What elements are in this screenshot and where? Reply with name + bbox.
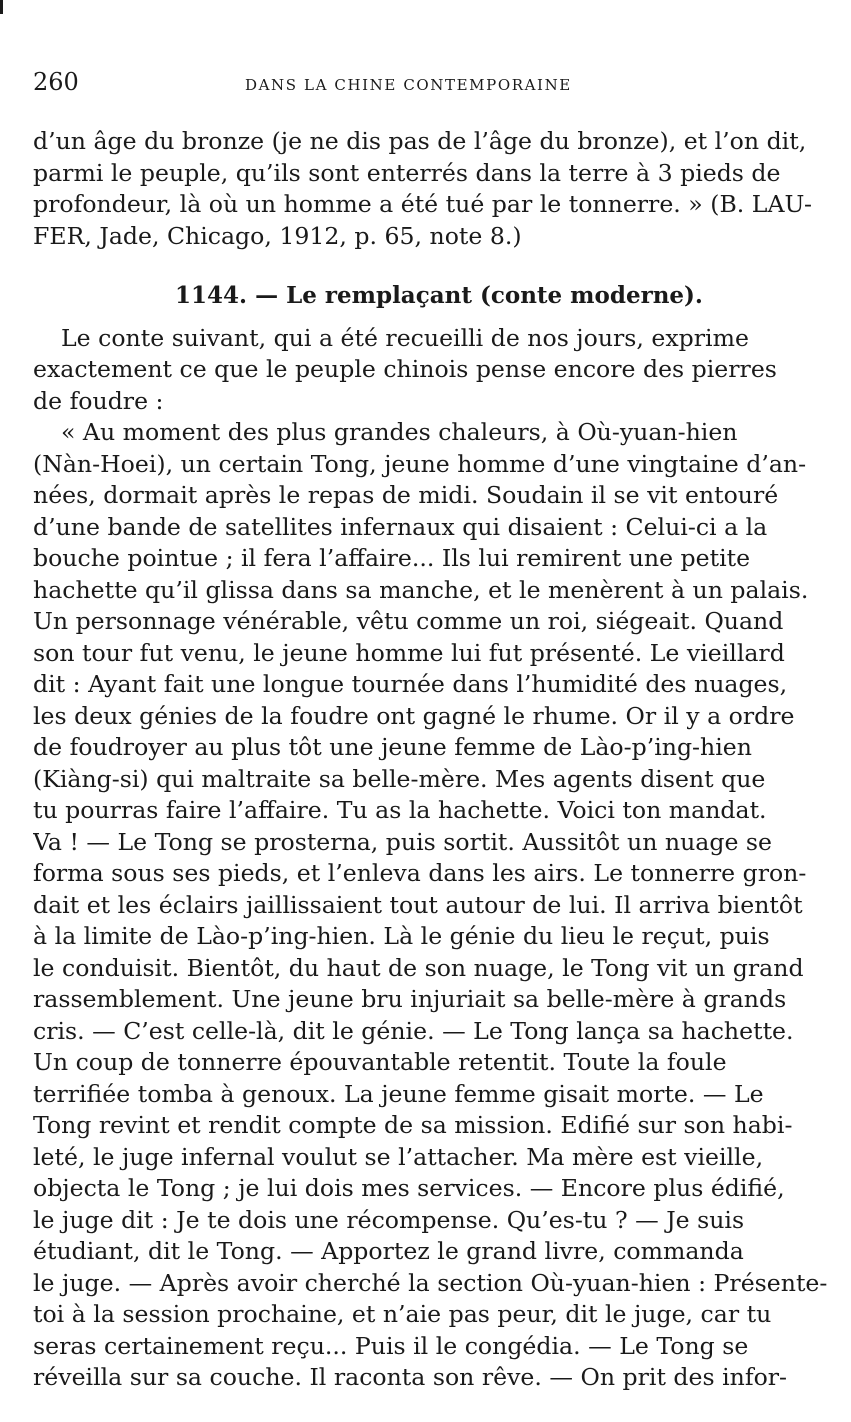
text-line: nées, dormait après le repas de midi. Soudain il se vit entouré — [33, 481, 779, 509]
scan-edge-mark — [0, 0, 3, 14]
text-line: de foudroyer au plus tôt une jeune femme de Lào-p’ing-hien — [33, 733, 752, 761]
text-line: (Kiàng-si) qui maltraite sa belle-mère. Mes agents disent que — [33, 764, 766, 793]
text-line: FER, Jade, Chicago, 1912, p. 65, note 8.) — [33, 221, 522, 250]
text-line: à la limite de Lào-p’ing-hien. Là le génie du lieu le reçut, puis — [33, 922, 770, 950]
text-line: dait et les éclairs jaillissaient tout autour de lui. Il arriva bientôt — [33, 890, 803, 919]
text-line: le juge dit : Je te dois une récompense. Qu’es-tu ? — Je suis — [33, 1205, 745, 1234]
text-line: leté, le juge infernal voulut se l’attacher. Ma mère est vieille, — [33, 1142, 764, 1171]
text-line: d’une bande de satellites infernaux qui disaient : Celui-ci a la — [33, 512, 768, 541]
text-line: cris. — C’est celle-là, dit le génie. — Le Tong lança sa hachette. — [33, 1016, 794, 1045]
text-line: profondeur, là où un homme a été tué par le tonnerre. » (B. LAU- — [33, 190, 812, 218]
text-line: Va ! — Le Tong se prosterna, puis sortit. Aussitôt un nuage se — [33, 827, 772, 856]
text-line: étudiant, dit le Tong. — Apportez le grand livre, commanda — [33, 1237, 744, 1265]
text-line: le conduisit. Bientôt, du haut de son nuage, le Tong vit un grand — [33, 953, 804, 982]
continuation-paragraph — [33, 126, 845, 252]
text-line: réveilla sur sa couche. Il raconta son rêve. — On prit des infor- — [33, 1363, 788, 1391]
page-header — [33, 68, 851, 108]
text-line: objecta le Tong ; je lui dois mes services. — Encore plus édifié, — [33, 1174, 785, 1202]
text-line: forma sous ses pieds, et l’enleva dans les airs. Le tonnerre gron- — [33, 859, 807, 887]
text-line: parmi le peuple, qu’ils sont enterrés dans la terre à 3 pieds de — [33, 158, 781, 187]
text-line: rassemblement. Une jeune bru injuriait sa belle-mère à grands — [33, 985, 787, 1013]
text-line: terrifiée tomba à genoux. La jeune femme gisait morte. — Le — [33, 1079, 764, 1108]
text-line: tu pourras faire l’affaire. Tu as la hachette. Voici ton mandat. — [33, 796, 767, 824]
text-line: toi à la session prochaine, et n’aie pas peur, dit le juge, car tu — [33, 1300, 772, 1328]
tale-paragraph — [33, 417, 845, 1394]
text-line: son tour fut venu, le jeune homme lui fut présenté. Le vieillard — [33, 638, 785, 667]
text-line: Tong revint et rendit compte de sa mission. Edifié sur son habi- — [33, 1111, 793, 1139]
text-line: Un coup de tonnerre épouvantable retentit. Toute la foule — [33, 1048, 727, 1076]
text-line: « Au moment des plus grandes chaleurs, à Où-yuan-hien — [61, 418, 738, 446]
intro-paragraph — [33, 323, 845, 418]
text-line: Un personnage vénérable, vêtu comme un roi, siégeait. Quand — [33, 607, 784, 635]
text-line: exactement ce que le peuple chinois pense encore des pierres — [33, 355, 777, 383]
text-line: dit : Ayant fait une longue tournée dans l’humidité des nuages, — [33, 670, 788, 698]
text-line: (Nàn-Hoei), un certain Tong, jeune homme d’une vingtaine d’an- — [33, 449, 807, 478]
text-line: les deux génies de la foudre ont gagné le rhume. Or il y a ordre — [33, 701, 795, 730]
body-text — [33, 126, 845, 1394]
section-heading: 1144. — Le remplaçant (conte moderne). — [175, 282, 703, 309]
text-line: seras certainement reçu... Puis il le congédia. — Le Tong se — [33, 1331, 749, 1360]
text-line: d’un âge du bronze (je ne dis pas de l’âge du bronze), et l’on dit, — [33, 127, 807, 155]
running-head: DANS LA CHINE CONTEMPORAINE — [245, 76, 572, 94]
text-line: de foudre : — [33, 386, 164, 415]
text-line: Le conte suivant, qui a été recueilli de nos jours, exprime — [61, 323, 749, 352]
text-line: le juge. — Après avoir cherché la section Où-yuan-hien : Présente- — [33, 1268, 828, 1297]
text-line: bouche pointue ; il fera l’affaire... Ils lui remirent une petite — [33, 544, 751, 572]
page-number: 260 — [33, 68, 79, 96]
text-line: hachette qu’il glissa dans sa manche, et le menèrent à un palais. — [33, 575, 809, 604]
